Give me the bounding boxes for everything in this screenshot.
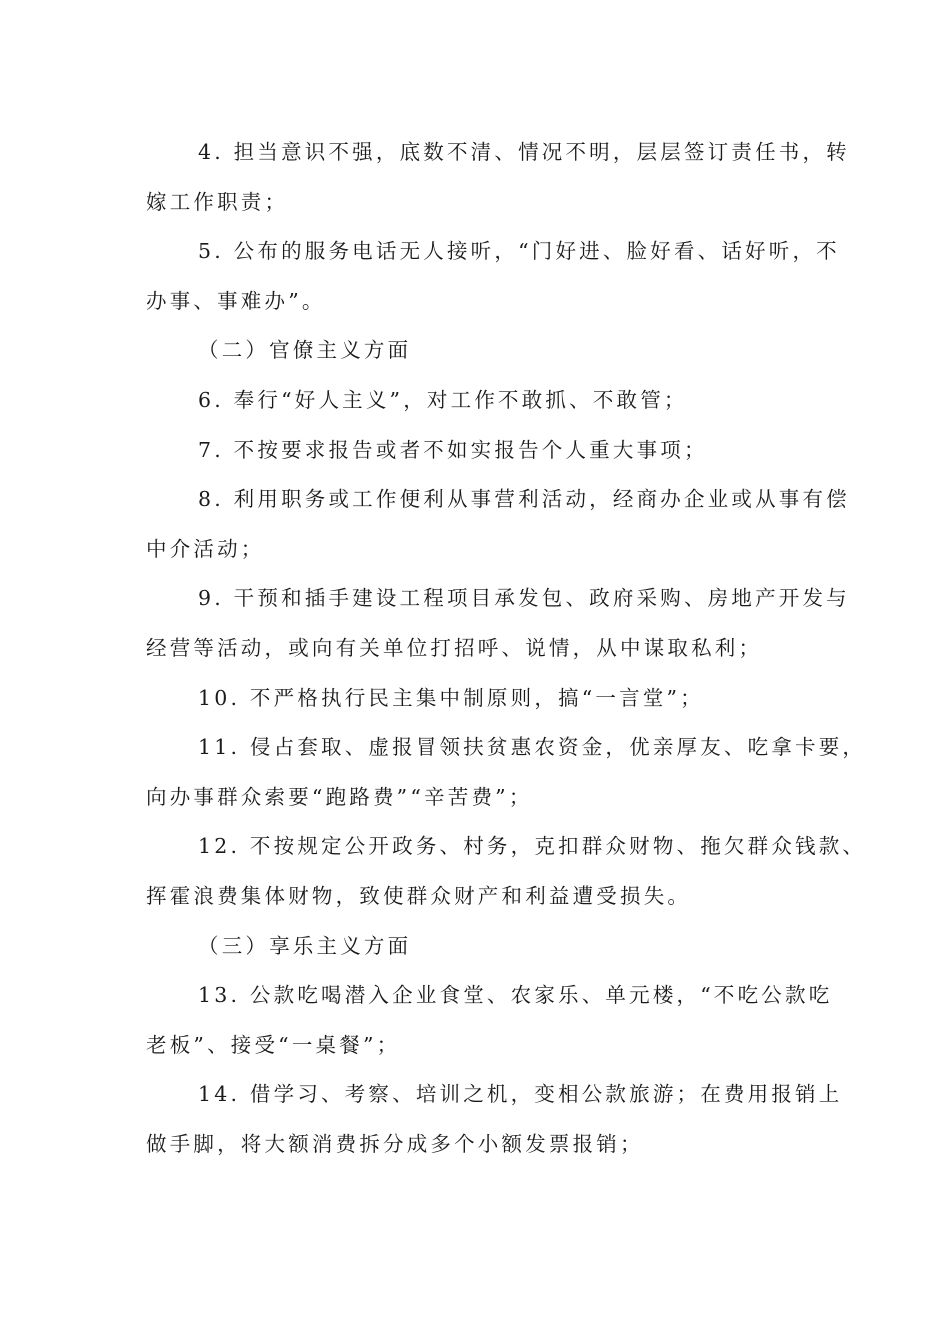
paragraph-line: 13. 公款吃喝潜入企业食堂、农家乐、单元楼，“不吃公款吃 bbox=[198, 983, 833, 1008]
paragraph-line: 4. 担当意识不强，底数不清、情况不明，层层签订责任书，转 bbox=[198, 140, 850, 164]
paragraph-line: 12. 不按规定公开政务、村务，克扣群众财物、拖欠群众钱款、 bbox=[198, 834, 867, 859]
paragraph-line: 5. 公布的服务电话无人接听，“门好进、脸好看、话好听，不 bbox=[198, 239, 840, 264]
paragraph-line: 8. 利用职务或工作便利从事营利活动，经商办企业或从事有偿 bbox=[198, 487, 850, 512]
paragraph-line: 9. 干预和插手建设工程项目承发包、政府采购、房地产开发与 bbox=[198, 586, 850, 611]
paragraph-line: 7. 不按要求报告或者不如实报告个人重大事项； bbox=[198, 437, 708, 462]
paragraph-line: 经营等活动，或向有关单位打招呼、说情，从中谋取私利； bbox=[146, 635, 763, 660]
paragraph-line: 挥霍浪费集体财物，致使群众财产和利益遭受损失。 bbox=[146, 883, 692, 908]
paragraph-line: 做手脚，将大额消费拆分成多个小额发票报销； bbox=[146, 1131, 644, 1156]
section-heading: （二）官僚主义方面 bbox=[198, 338, 412, 363]
paragraph-line: 嫁工作职责； bbox=[146, 189, 289, 214]
paragraph-line: 6. 奉行“好人主义”，对工作不敢抓、不敢管； bbox=[198, 387, 688, 412]
document-body bbox=[146, 128, 867, 1169]
paragraph-line: 中介活动； bbox=[146, 536, 265, 561]
paragraph-line: 11. 侵占套取、虚报冒领扶贫惠农资金，优亲厚友、吃拿卡要， bbox=[198, 735, 867, 760]
section-heading: （三）享乐主义方面 bbox=[198, 933, 412, 958]
paragraph-line: 办事、事难办”。 bbox=[146, 288, 326, 313]
paragraph-line: 14. 借学习、考察、培训之机，变相公款旅游；在费用报销上 bbox=[198, 1082, 843, 1107]
paragraph-line: 向办事群众索要“跑路费”“辛苦费”； bbox=[146, 784, 533, 809]
paragraph-line: 10. 不严格执行民主集中制原则，搞“一言堂”； bbox=[198, 685, 704, 710]
paragraph-line: 老板”、接受“一桌餐”； bbox=[146, 1032, 401, 1057]
